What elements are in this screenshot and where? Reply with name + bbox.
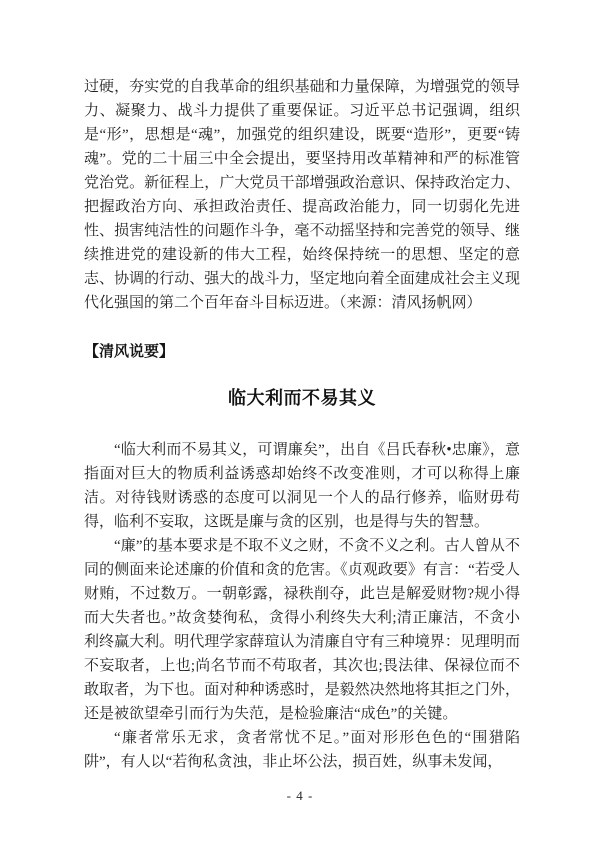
page-number: - 4 - (286, 788, 314, 803)
body-paragraph: “廉者常乐无求，贪者常忧不足。”面对形形色色的“围猎陷阱”，有人以“若徇私贪浊，非止坏公法，损百姓，纵事未发闻， (84, 730, 520, 770)
section-header: 【清风说要】 (84, 344, 175, 360)
body-paragraph: “廉”的基本要求是不取不义之财，不贪不义之利。古人曾从不同的侧面来论述廉的价值和贪的危害。《贞观政要》有言：“若受人财贿，不过数万。一朝彰露，禄秩削夺，此岂是解爱财物?规小得而大失者也。”故贪婪徇私，贪得小利终失大利;清正廉洁，不贪小利终赢大利。明代理学家薛瑄认为清廉自守有三种境界：见理明而不妄取者，上也;尚名节而不苟取者，其次也;畏法律、保禄位而不敢取者，为下也。面对种种诱惑时，是毅然决然地将其拒之门外，还是被欲望牵引而行为失范，是检验廉洁“成色”的关键。 (84, 538, 520, 722)
continuation-paragraph: 过硬，夯实党的自我革命的组织基础和力量保障，为增强党的领导力、凝聚力、战斗力提供了重要保证。习近平总书记强调，组织是“形”，思想是“魂”，加强党的组织建设，既要“造形”，更要“铸魂”。党的二十届三中全会提出，要坚持用改革精神和严的标准管党治党。新征程上，广大党员干部增强政治意识、保持政治定力、把握政治方向、承担政治责任、提高政治能力，同一切弱化先进性、损害纯洁性的问题作斗争，毫不动摇坚持和完善党的领导、继续推进党的建设新的伟大工程，始终保持统一的思想、坚定的意志、协调的行动、强大的战斗力，坚定地向着全面建成社会主义现代化强国的第二个百年奋斗目标迈进。（来源：清风扬帆网） (84, 79, 520, 311)
page-content (84, 75, 520, 774)
body-paragraph: “临大利而不易其义，可谓廉矣”，出自《吕氏春秋•忠廉》，意指面对巨大的物质利益诱惑却始终不改变准则，才可以称得上廉洁。对待钱财诱惑的态度可以洞见一个人的品行修养，临财毋苟得，临利不妄取，这既是廉与贪的区别，也是得与失的智慧。 (84, 442, 520, 530)
article-title: 临大利而不易其义 (228, 388, 376, 408)
